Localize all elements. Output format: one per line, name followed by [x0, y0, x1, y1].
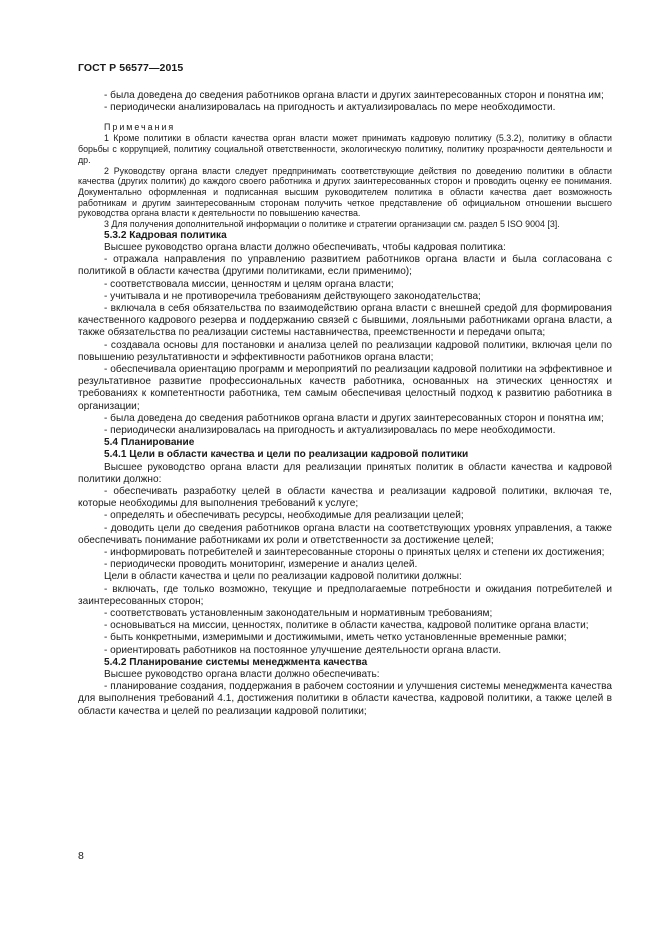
list-item: - ориентировать работников на постоянное улучшение деятельности органа власти. — [104, 644, 502, 656]
section-5-3-2 — [78, 230, 612, 718]
list-item: - создавала основы для постановки и анализа целей по реализации кадровой политики, включая цели по повышению результативности и эффективности работников органа власти; — [78, 339, 612, 363]
page-number: 8 — [78, 850, 84, 862]
list-item: - основываться на миссии, ценностях, политике в области качества, кадровой политике органа власти; — [104, 620, 589, 632]
note-item: 1 Кроме политики в области качества орган власти может принимать кадровую политику (5.3.2), политику в области борьбы с коррупцией, политику социальной ответственности, экологическую политику, политику прозрачности деятельности и др. — [78, 133, 612, 165]
section-heading: 5.4.1 Цели в области качества и цели по реализации кадровой политики — [104, 449, 469, 461]
list-item: - периодически проводить мониторинг, измерение и анализ целей. — [104, 559, 418, 571]
section-heading: 5.3.2 Кадровая политика — [104, 229, 227, 241]
list-item: - обеспечивала ориентацию программ и мероприятий по реализации кадровой политики на эффективное и результативное развитие профессиональных качеств работника, основанных на этических ценностях и требованиях к компетентности работника, тем самым обеспечивая целостный подход к развитию работника в организации; — [78, 363, 612, 412]
list-item: - была доведена до сведения работников органа власти и других заинтересованных сторон и понятна им; — [104, 90, 604, 101]
list-item: - включала в себя обязательства по взаимодействию органа власти с внешней средой для формирования качественного кадрового резерва и поддержанию связей с бывшими, лояльными работниками органа власти, а также обязательства по реализации системы наставничества, преемственности и передачи опыта; — [78, 302, 612, 339]
list-item: - обеспечивать разработку целей в области качества и реализации кадровой политики, включая те, которые необходимы для выполнения требований к услуге; — [78, 486, 612, 510]
section-heading: 5.4 Планирование — [104, 437, 195, 449]
list-item: - отражала направления по управлению развитием работников органа власти и была согласована с политикой в области качества (другими политиками, если применимо); — [78, 254, 612, 278]
list-item: - включать, где только возможно, текущие и предполагаемые потребности и ожидания потребителей и заинтересованных сторон; — [78, 583, 612, 607]
notes-block — [78, 133, 612, 229]
section-heading: 5.4.2 Планирование системы менеджмента качества — [104, 656, 368, 668]
list-item: - доводить цели до сведения работников органа власти на соответствующих уровнях управления, а также обеспечивать понимание работниками их роли и ответственности за достижение целей; — [78, 522, 612, 546]
list-item: - информировать потребителей и заинтересованные стороны о принятых целях и степени их достижения; — [104, 547, 605, 559]
paragraph: Цели в области качества и цели по реализации кадровой политики должны: — [104, 571, 462, 583]
list-item: - соответствовала миссии, ценностям и целям органа власти; — [104, 278, 394, 290]
list-item: - периодически анализировалась на пригодность и актуализировалась по мере необходимости. — [104, 424, 556, 436]
note-item: 2 Руководству органа власти следует предпринимать соответствующие действия по доведению политики в области качества (других политик) до каждого своего работника и других заинтересованных сторон и проводить оценку ее понимания. Документально оформленная и подписанная высшим руководителем политика в области качества дает возможность работникам и другим заинтересованным сторонам получить четкое представление об официальном отношении высшего руководства органа власти к деятельности по повышению качества. — [78, 165, 612, 219]
paragraph: Высшее руководство органа власти должно обеспечивать: — [104, 669, 380, 681]
list-item: - была доведена до сведения работников органа власти и других заинтересованных сторон и понятна им; — [104, 412, 604, 424]
list-item: - соответствовать установленным законодательным и нормативным требованиям; — [104, 608, 493, 620]
notes-title: Примечания — [104, 122, 176, 133]
list-item: - периодически анализировалась на пригодность и актуализировалась по мере необходимости. — [104, 102, 556, 114]
note-item: 3 Для получения дополнительной информации о политике и стратегии организации см. раздел 5 ISO 9004 [3]. — [104, 219, 560, 230]
page-body — [78, 90, 612, 718]
paragraph: Высшее руководство органа власти для реализации принятых политик в области качества и кадровой политики должно: — [78, 461, 612, 485]
top-list — [78, 90, 612, 114]
document-header: ГОСТ Р 56577—2015 — [78, 62, 184, 74]
list-item: - планирование создания, поддержания в рабочем состоянии и улучшения системы менеджмента качества для выполнения требований 4.1, достижения политики в области качества, кадровой политики, а также целей в области качества и целей по реализации кадровой политики; — [78, 681, 612, 717]
list-item: - определять и обеспечивать ресурсы, необходимые для реализации целей; — [104, 510, 464, 522]
list-item: - быть конкретными, измеримыми и достижимыми, иметь четко установленные временные рамки; — [104, 632, 567, 644]
paragraph: Высшее руководство органа власти должно обеспечивать, чтобы кадровая политика: — [104, 241, 506, 253]
list-item: - учитывала и не противоречила требованиям действующего законодательства; — [104, 290, 481, 302]
